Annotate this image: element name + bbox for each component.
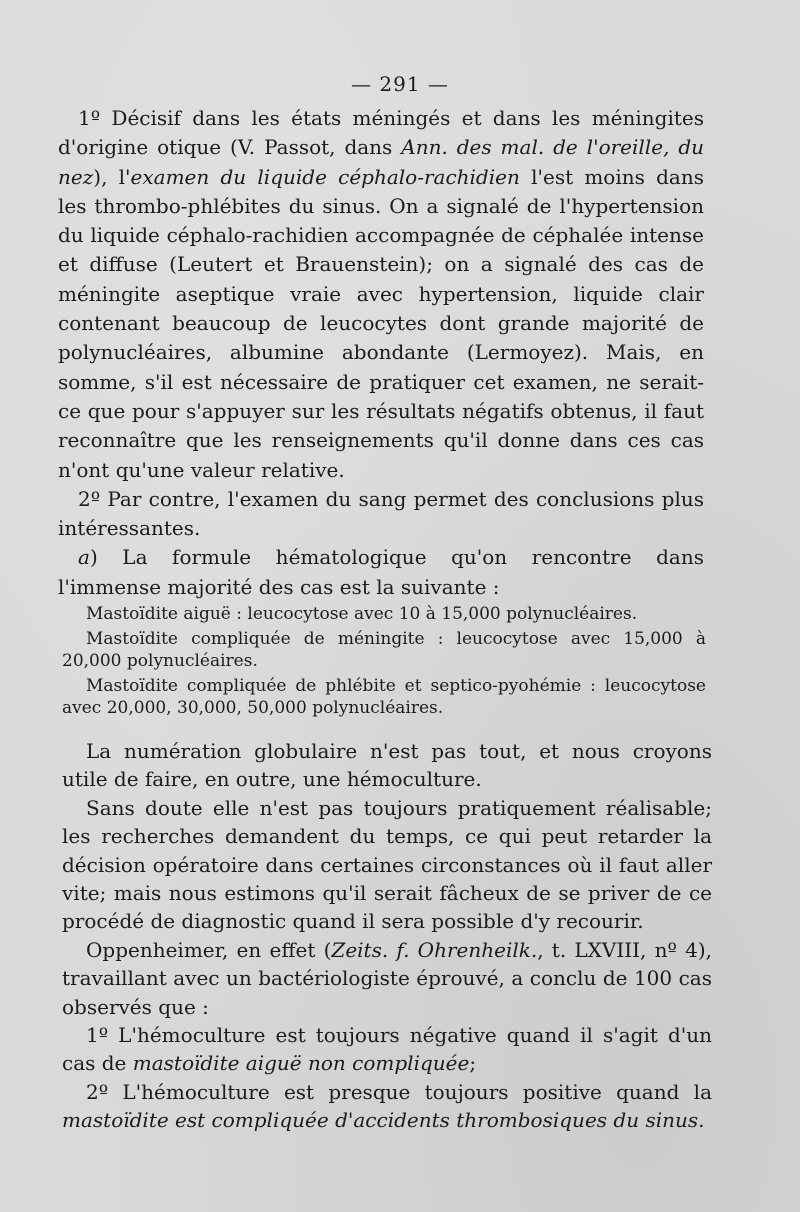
paragraph-csf-exam — [58, 104, 704, 485]
formula-line-phlebitis: Mastoïdite compliquée de phlébite et septico-pyohémie : leucocytose avec 20,000, 30,000, 50,000 polynucléaires. — [62, 676, 706, 718]
emphasis-text: mastoïdite aiguë non compliquée — [132, 1051, 470, 1076]
page-number: — 291 — — [351, 72, 449, 96]
paragraph-text: ) La formule hématologique qu'on rencontre dans l'immense majorité des cas est la suivante : — [58, 545, 704, 599]
paragraph-text: 2º L'hémoculture est presque toujours positive quand la — [86, 1079, 712, 1104]
paragraph-hemoculture: Sans doute elle n'est pas toujours pratiquement réalisable; les recherches demandent du temps, ce qui peut retarder la décision opératoire dans certaines circonstances où il faut aller vite; mais nous estimons qu'il serait fâcheux de se priver de ce procédé de diagnostic quand il sera possible d'y recourir. — [62, 795, 712, 934]
emphasis-text: examen du liquide céphalo-rachidien — [130, 164, 520, 189]
paragraph-text: ), l' — [93, 164, 131, 189]
paragraph-text: . — [698, 1108, 705, 1133]
reference-title: Zeits. f. Ohrenheilk. — [331, 937, 538, 962]
paragraph-formula-intro — [58, 543, 704, 602]
emphasis-text: mastoïdite est compliquée d'accidents thrombosiques du sinus — [62, 1108, 699, 1133]
paragraph-finding-2 — [62, 1078, 712, 1135]
paragraph-blood-count: La numération globulaire n'est pas tout, et nous croyons utile de faire, en outre, une hémoculture. — [62, 739, 712, 792]
reference-title: Ann. des mal. de l'oreille, du nez — [58, 135, 705, 189]
paragraph-text: , t. LXVIII, nº 4), travaillant avec un bactériologiste éprouvé, a conclu de 100 cas observés que : — [62, 937, 712, 1019]
paragraph-finding-1 — [62, 1021, 712, 1078]
body-section-1 — [58, 104, 704, 602]
paragraph-blood-exam: 2º Par contre, l'examen du sang permet des conclusions plus intéressantes. — [58, 486, 704, 541]
paragraph-text: l'est moins dans les thrombo-phlébites du sinus. On a signalé de l'hypertension du liquide céphalo-rachidien accompagnée de céphalée intense et diffuse (Leutert et Brauenstein); on a signalé des cas de méningite aseptique vraie avec hypertension, liquide clair contenant beaucoup de leucocytes dont grande majorité de polynucléaires, albumine abondante (Lermoyez). Mais, en somme, s'il est nécessaire de pratiquer cet examen, ne serait-ce que pour s'appuyer sur les résultats négatifs obtenus, il faut reconnaître que les renseignements qu'il donne dans ces cas n'ont qu'une valeur relative. — [58, 164, 704, 482]
list-label: a — [78, 545, 90, 570]
hematology-formula — [62, 604, 706, 723]
paragraph-text: 1º Décisif dans les états méningés et dans les méningites d'origine otique (V. Passot, dans — [58, 106, 704, 160]
paragraph-text: 1º L'hémoculture est toujours négative quand il s'agit d'un cas de — [62, 1023, 712, 1076]
paragraph-text: ; — [469, 1051, 477, 1076]
formula-line-acute: Mastoïdite aiguë : leucocytose avec 10 à 15,000 polynucléaires. — [86, 604, 638, 624]
formula-line-meningitis: Mastoïdite compliquée de méningite : leucocytose avec 15,000 à 20,000 polynucléaires. — [62, 629, 706, 671]
body-section-2 — [62, 737, 712, 1135]
paragraph-text: Oppenheimer, en effet ( — [86, 937, 332, 962]
paragraph-oppenheimer — [62, 936, 712, 1021]
